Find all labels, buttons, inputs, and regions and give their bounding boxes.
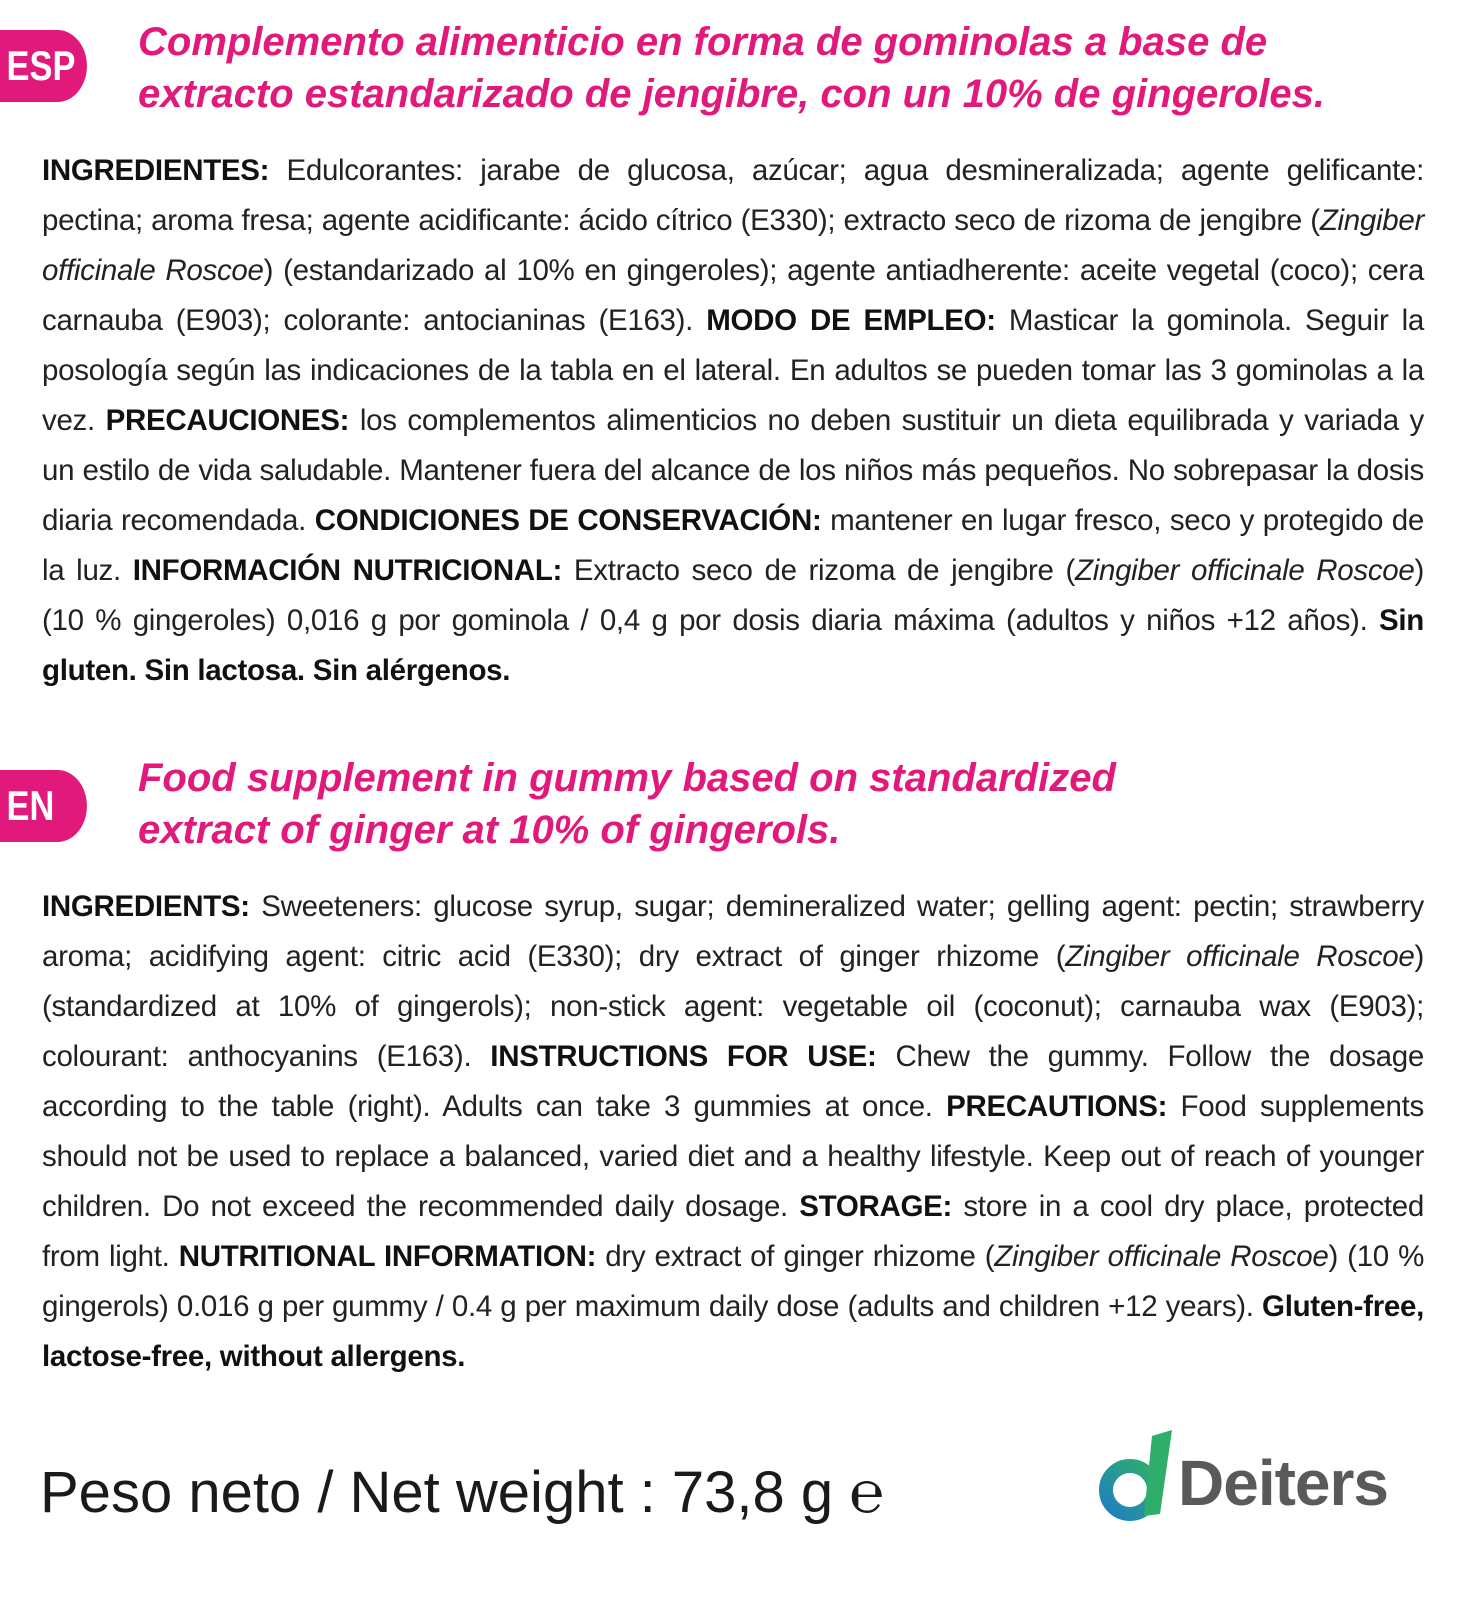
precautions-text-esp: los complementos alimenticios no deben sustituir un dieta equilibrada y variada y un estilo de vida saludable. Mantener fuera del alcance de los niños más pequeños. No sobrepasar la dosis diaria recomendada. bbox=[42, 404, 1424, 537]
precautions-label-esp: PRECAUCIONES: bbox=[105, 404, 350, 437]
brand-name: Deiters bbox=[1178, 1447, 1388, 1519]
nutrition-text-esp-2: ) (10 % gingeroles) 0,016 g por gominola / 0,4 g por dosis diaria máxima (adultos y niños +12 años). bbox=[42, 554, 1425, 637]
nutrition-label-esp: INFORMACIÓN NUTRICIONAL: bbox=[132, 554, 563, 587]
brand-logo bbox=[1094, 1428, 1434, 1528]
usage-label-en: INSTRUCTIONS FOR USE: bbox=[490, 1040, 877, 1073]
usage-text-en: Chew the gummy. Follow the dosage according to the table (right). Adults can take 3 gummies at once. bbox=[42, 1040, 1424, 1123]
ingredients-latin-esp: Zingiber officinale Roscoe bbox=[42, 204, 1424, 287]
deiters-logo-icon bbox=[1094, 1428, 1186, 1528]
heading-en-line1: Food supplement in gummy based on standardized bbox=[138, 756, 1116, 800]
ingredients-text-esp-2: ) (estandarizado al 10% en gingeroles); agente antiadherente: aceite vegetal (coco); cera carnauba (E903); colorante: antocianinas (E163). bbox=[42, 254, 1424, 337]
heading-esp bbox=[138, 16, 1438, 120]
usage-label-esp: MODO DE EMPLEO: bbox=[706, 304, 996, 337]
body-text-esp bbox=[42, 146, 1424, 696]
claims-en: Gluten-free, lactose-free, without allergens. bbox=[42, 1290, 1424, 1373]
ingredients-text-en-2: ) (standardized at 10% of gingerols); non-stick agent: vegetable oil (coconut); carnauba wax (E903); colourant: anthocyanins (E163). bbox=[42, 940, 1424, 1073]
language-tag-en: EN bbox=[0, 770, 87, 842]
nutrition-label-en: NUTRITIONAL INFORMATION: bbox=[178, 1240, 597, 1273]
heading-en-line2: extract of ginger at 10% of gingerols. bbox=[138, 808, 841, 852]
storage-label-en: STORAGE: bbox=[799, 1190, 953, 1223]
precautions-label-en: PRECAUTIONS: bbox=[946, 1090, 1168, 1123]
ingredients-label-en: INGREDIENTS: bbox=[42, 890, 250, 923]
nutrition-text-en-2: ) (10 % gingerols) 0.016 g per gummy / 0.4 g per maximum daily dose (adults and children +12 years). bbox=[42, 1240, 1425, 1323]
nutrition-latin-en: Zingiber officinale Roscoe bbox=[994, 1240, 1329, 1273]
ingredients-label-esp: INGREDIENTES: bbox=[42, 154, 270, 187]
ingredients-text-en: Sweeteners: glucose syrup, sugar; demineralized water; gelling agent: pectin; strawberry aroma; acidifying agent: citric acid (E330); dry extract of ginger rhizome ( bbox=[42, 890, 1424, 973]
storage-label-esp: CONDICIONES DE CONSERVACIÓN: bbox=[314, 504, 822, 537]
nutrition-text-en: dry extract of ginger rhizome ( bbox=[596, 1240, 995, 1273]
heading-esp-line1: Complemento alimenticio en forma de gominolas a base de bbox=[138, 20, 1268, 64]
precautions-text-en: Food supplements should not be used to replace a balanced, varied diet and a healthy lifestyle. Keep out of reach of younger children. Do not exceed the recommended daily dosage. bbox=[42, 1090, 1424, 1223]
ingredients-text-esp: Edulcorantes: jarabe de glucosa, azúcar; agua desmineralizada; agente gelificante: pectina; aroma fresa; agente acidificante: ácido cítrico (E330); extracto seco de rizoma de jengibre ( bbox=[42, 154, 1424, 237]
heading-esp-line2: extracto estandarizado de jengibre, con un 10% de gingeroles. bbox=[138, 72, 1325, 116]
usage-text-esp: Masticar la gominola. Seguir la posología según las indicaciones de la tabla en el lateral. En adultos se pueden tomar las 3 gominolas a la vez. bbox=[42, 304, 1424, 437]
ingredients-latin-en: Zingiber officinale Roscoe bbox=[1065, 940, 1415, 973]
claims-esp: Sin gluten. Sin lactosa. Sin alérgenos. bbox=[42, 604, 1424, 687]
storage-text-en: store in a cool dry place, protected from light. bbox=[42, 1190, 1424, 1273]
heading-en bbox=[138, 752, 1438, 856]
language-tag-esp: ESP bbox=[0, 30, 87, 102]
nutrition-latin-esp: Zingiber officinale Roscoe bbox=[1075, 554, 1415, 587]
storage-text-esp: mantener en lugar fresco, seco y protegido de la luz. bbox=[42, 504, 1424, 587]
nutrition-text-esp: Extracto seco de rizoma de jengibre ( bbox=[562, 554, 1075, 587]
net-weight: Peso neto / Net weight : 73,8 g ℮ bbox=[40, 1460, 885, 1525]
body-text-en bbox=[42, 882, 1424, 1382]
